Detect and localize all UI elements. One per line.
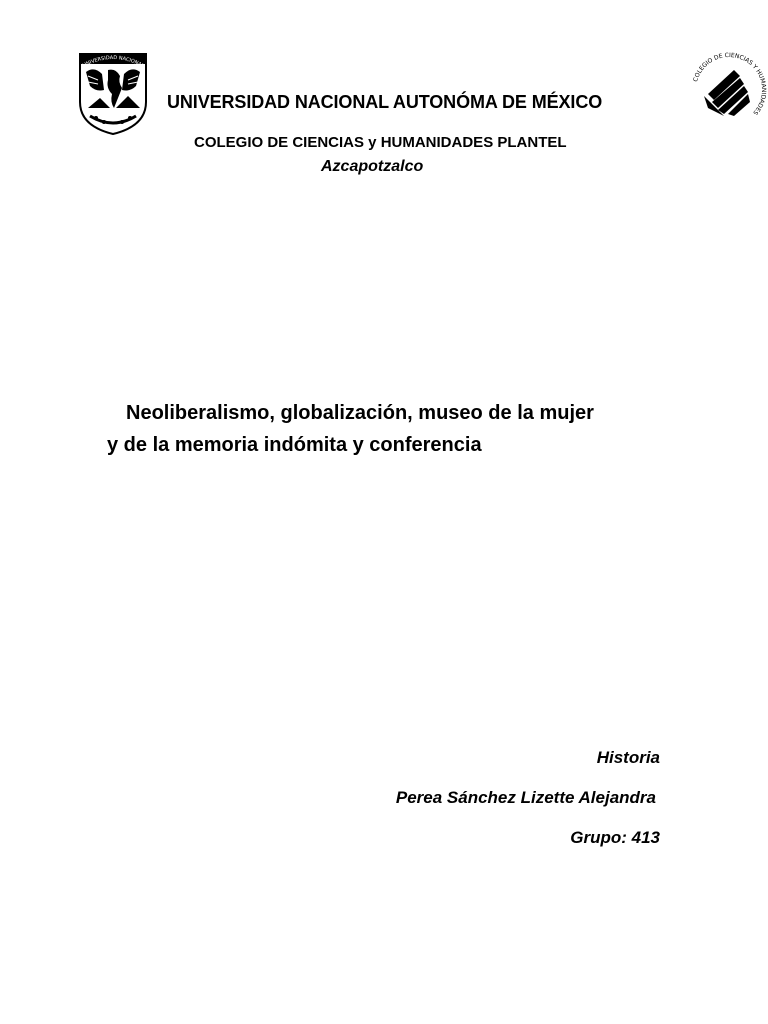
subject-label: Historia xyxy=(596,748,660,767)
unam-seal-icon xyxy=(74,46,152,136)
cch-seal-text: COLEGIO DE CIENCIAS Y HUMANIDADES xyxy=(692,51,768,117)
document-title xyxy=(107,397,667,461)
campus-name: Azcapotzalco xyxy=(321,158,424,175)
title-line-2: y de la memoria indómita y conferencia xyxy=(107,434,482,456)
cch-seal-icon xyxy=(690,50,768,130)
group-label: Grupo: 413 xyxy=(570,828,660,847)
college-name: COLEGIO DE CIENCIAS y HUMANIDADES PLANTEL xyxy=(194,134,567,151)
author-name: Perea Sánchez Lizette Alejandra xyxy=(395,788,656,807)
unam-seal-text: UNIVERSIDAD NACIONAL xyxy=(81,54,145,70)
university-name: UNIVERSIDAD NACIONAL AUTONÓMA DE MÉXICO xyxy=(167,92,603,112)
title-line-1: Neoliberalismo, globalización, museo de la mujer xyxy=(126,402,594,424)
